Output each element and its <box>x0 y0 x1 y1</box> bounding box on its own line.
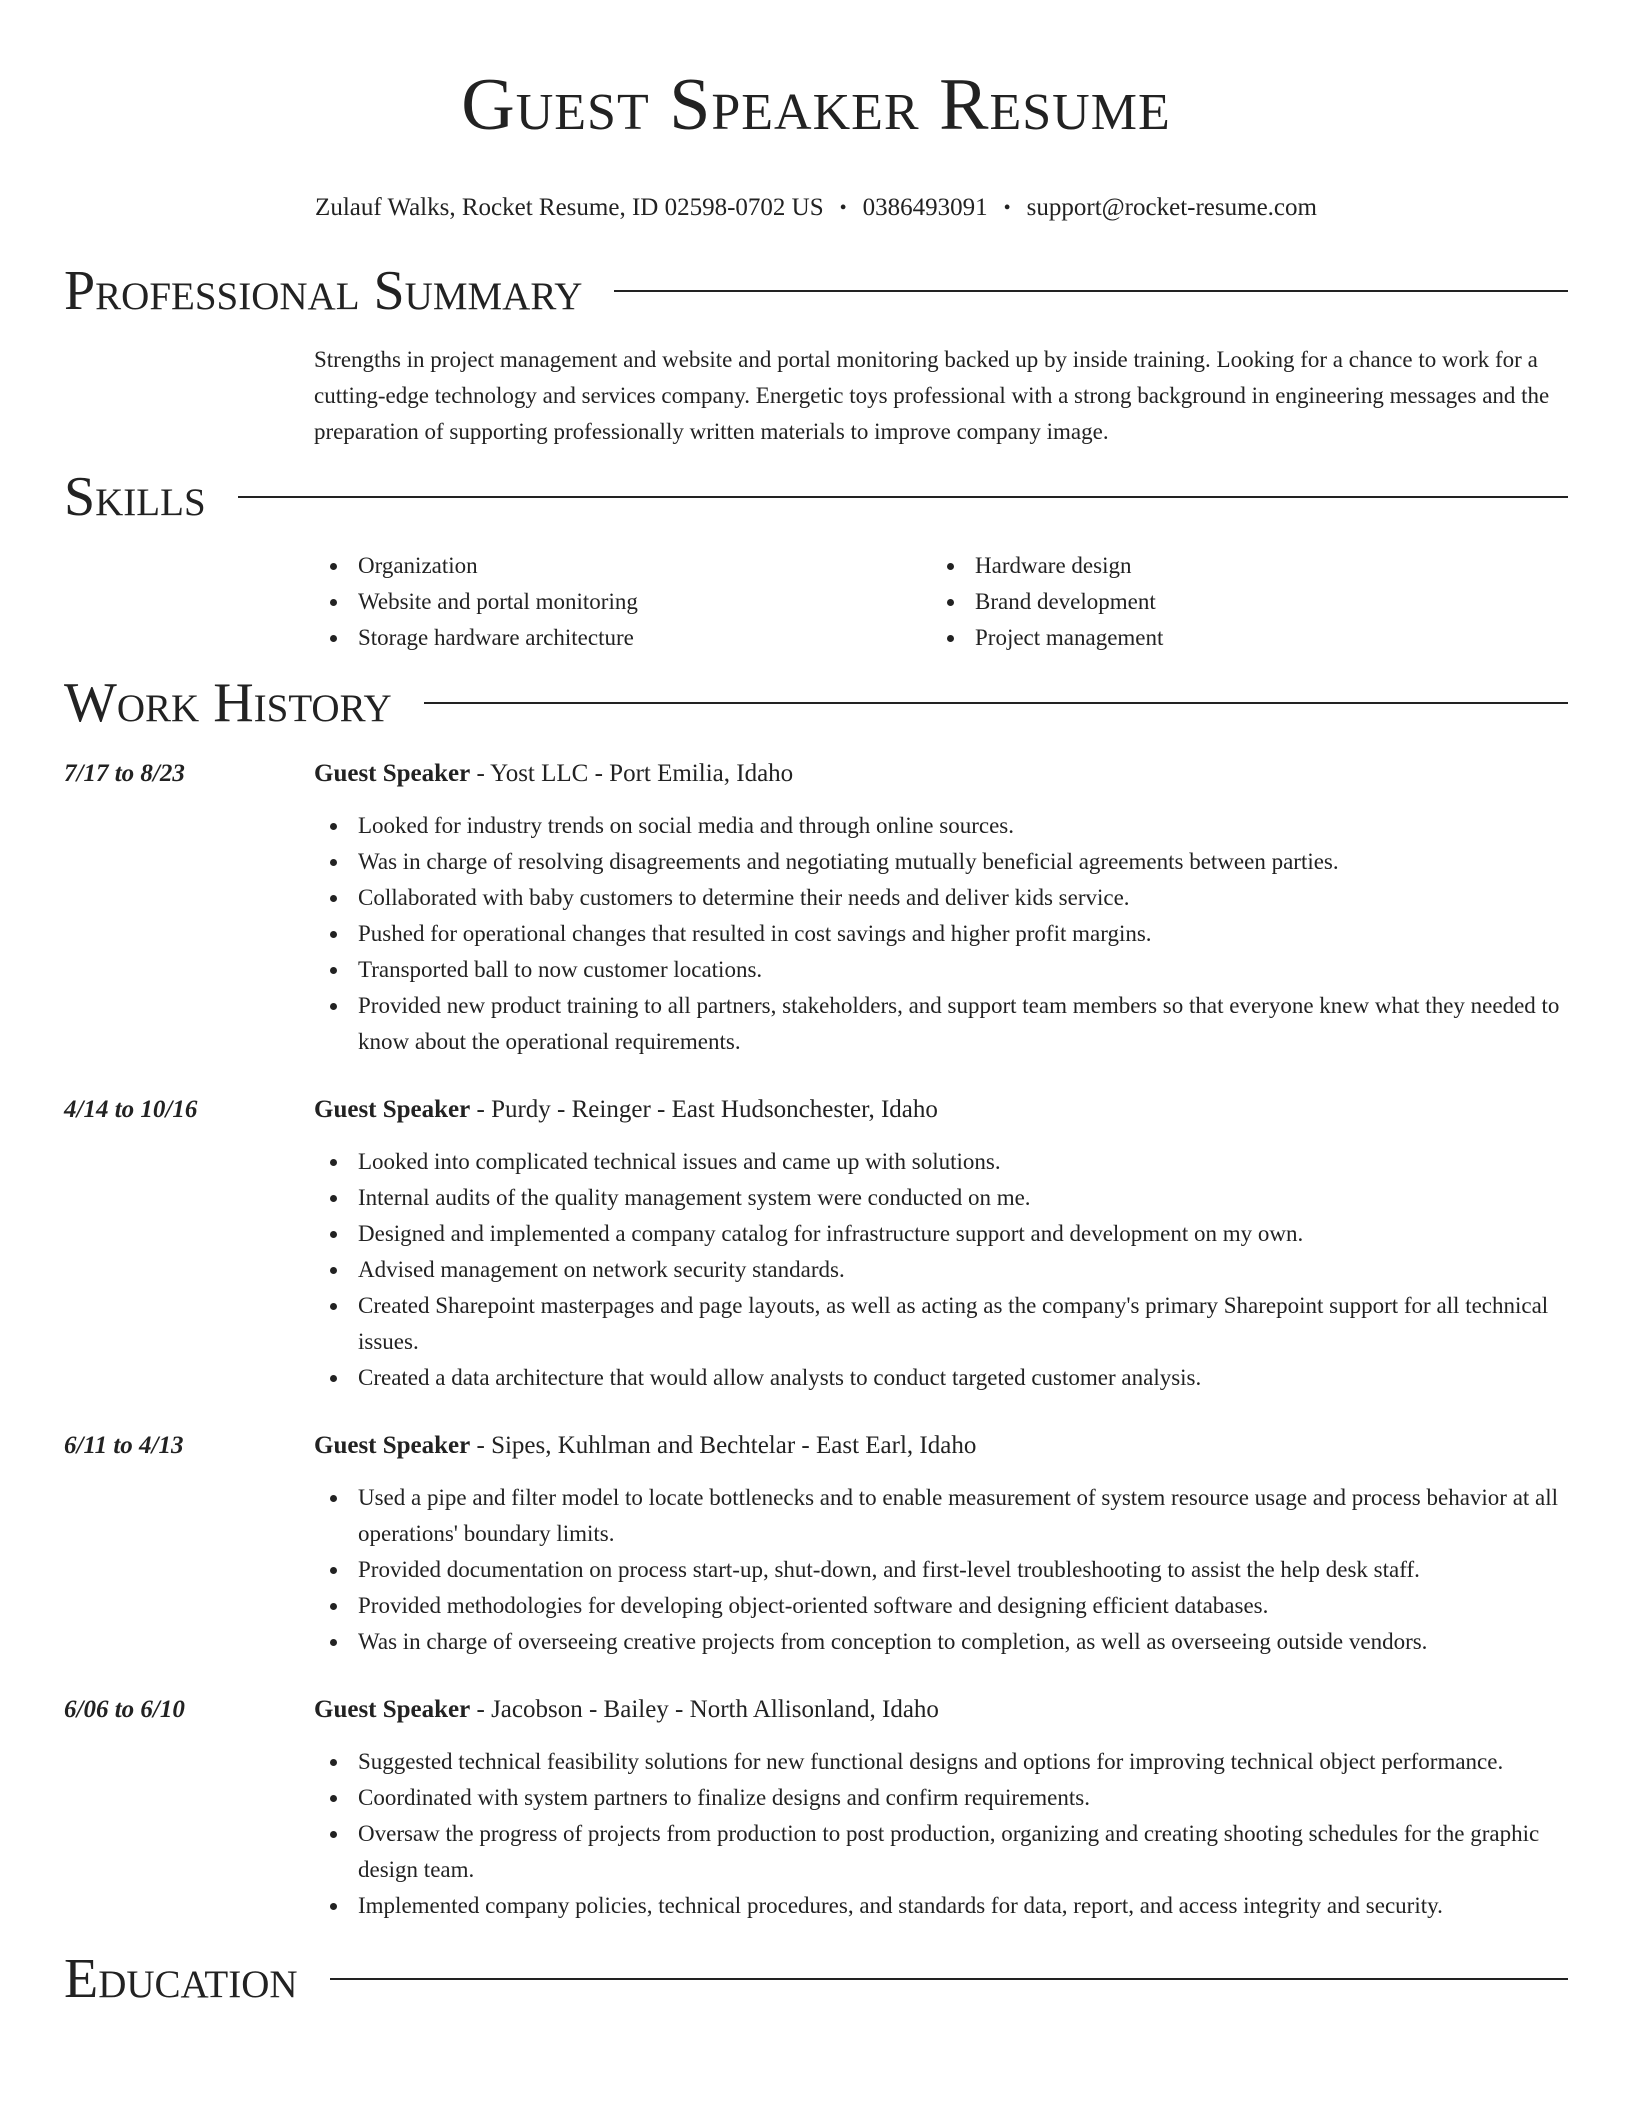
contact-line <box>64 190 1568 226</box>
resume-title: Guest Speaker Resume <box>461 64 1171 146</box>
education-section-header <box>64 1944 1568 2014</box>
job-dates: 7/17 to 8/23 <box>64 760 185 787</box>
section-divider <box>424 702 1568 704</box>
job-bullet: Provided documentation on process start-up, shut-down, and first-level troubleshooting to assist the help desk staff. <box>314 1552 1568 1588</box>
contact-separator: • <box>839 196 847 219</box>
job-bullet: Created Sharepoint masterpages and page layouts, as well as acting as the company's primary Sharepoint support for all technical issues. <box>314 1288 1568 1360</box>
job-dates: 6/06 to 6/10 <box>64 1696 185 1723</box>
job-bullet: Advised management on network security standards. <box>314 1252 1568 1288</box>
job-bullet: Looked for industry trends on social media and through online sources. <box>314 808 1568 844</box>
job-heading <box>314 1692 1568 1728</box>
job-entry <box>64 1428 1568 1660</box>
job-bullet: Collaborated with baby customers to determine their needs and deliver kids service. <box>314 880 1568 916</box>
job-bullet: Created a data architecture that would allow analysts to conduct targeted customer analysis. <box>314 1360 1568 1396</box>
job-body <box>314 756 1568 1060</box>
job-bullet: Transported ball to now customer locations. <box>314 952 1568 988</box>
job-dates: 4/14 to 10/16 <box>64 1096 198 1123</box>
job-details: - Purdy - Reinger - East Hudsonchester, Idaho <box>470 1096 938 1123</box>
job-entry <box>64 1092 1568 1396</box>
section-divider <box>330 1978 1568 1980</box>
job-heading <box>314 756 1568 792</box>
job-details: - Jacobson - Bailey - North Allisonland, Idaho <box>470 1696 939 1723</box>
job-bullet: Suggested technical feasibility solutions for new functional designs and options for improving technical object performance. <box>314 1744 1568 1780</box>
contact-email: support@rocket-resume.com <box>1026 194 1317 221</box>
job-bullet: Designed and implemented a company catalog for infrastructure support and development on my own. <box>314 1216 1568 1252</box>
work-section-header <box>64 668 1568 738</box>
job-details: - Yost LLC - Port Emilia, Idaho <box>470 760 794 787</box>
job-bullet: Provided methodologies for developing object-oriented software and designing efficient databases. <box>314 1588 1568 1624</box>
job-bullet: Looked into complicated technical issues and came up with solutions. <box>314 1144 1568 1180</box>
skill-item: Hardware design <box>931 548 1548 584</box>
job-details: - Sipes, Kuhlman and Bechtelar - East Earl, Idaho <box>470 1432 977 1459</box>
skills-section-title: Skills <box>64 466 206 528</box>
job-body <box>314 1428 1568 1660</box>
job-entry <box>64 756 1568 1060</box>
skills-column-left <box>314 548 931 656</box>
job-body <box>314 1092 1568 1396</box>
job-dates: 6/11 to 4/13 <box>64 1432 184 1459</box>
job-bullet: Used a pipe and filter model to locate bottlenecks and to enable measurement of system resource usage and process behavior at all operations' boundary limits. <box>314 1480 1568 1552</box>
job-body <box>314 1692 1568 1924</box>
job-bullets <box>314 808 1568 1060</box>
skill-item: Website and portal monitoring <box>314 584 931 620</box>
skills-section-header <box>64 462 1568 532</box>
section-divider <box>614 290 1568 292</box>
skill-item: Storage hardware architecture <box>314 620 931 656</box>
job-bullet: Internal audits of the quality management system were conducted on me. <box>314 1180 1568 1216</box>
contact-address: Zulauf Walks, Rocket Resume, ID 02598-0702 US <box>315 194 824 221</box>
job-bullet: Provided new product training to all partners, stakeholders, and support team members so that everyone knew what they needed to know about the operational requirements. <box>314 988 1568 1060</box>
job-bullet: Was in charge of overseeing creative projects from conception to completion, as well as overseeing outside vendors. <box>314 1624 1568 1660</box>
job-heading <box>314 1092 1568 1128</box>
job-bullets <box>314 1480 1568 1660</box>
summary-text: Strengths in project management and website and portal monitoring backed up by inside training. Looking for a chance to work for a cutting-edge technology and services company. Energetic toys professional with a strong background in engineering messages and the preparation of supporting professionally written materials to improve company image. <box>314 347 1550 444</box>
skill-item: Brand development <box>931 584 1548 620</box>
section-divider <box>238 496 1568 498</box>
skill-item: Organization <box>314 548 931 584</box>
job-bullet: Implemented company policies, technical procedures, and standards for data, report, and access integrity and security. <box>314 1888 1568 1924</box>
work-section-title: Work History <box>64 672 392 734</box>
job-heading <box>314 1428 1568 1464</box>
contact-phone: 0386493091 <box>862 194 988 221</box>
job-bullets <box>314 1144 1568 1396</box>
job-bullet: Oversaw the progress of projects from production to post production, organizing and creating shooting schedules for the graphic design team. <box>314 1816 1568 1888</box>
summary-section-title: Professional Summary <box>64 260 583 322</box>
contact-separator: • <box>1003 196 1011 219</box>
job-role: Guest Speaker <box>314 1432 471 1459</box>
job-role: Guest Speaker <box>314 760 471 787</box>
job-entry <box>64 1692 1568 1924</box>
job-bullet: Coordinated with system partners to finalize designs and confirm requirements. <box>314 1780 1568 1816</box>
job-role: Guest Speaker <box>314 1696 471 1723</box>
job-role: Guest Speaker <box>314 1096 471 1123</box>
job-bullet: Pushed for operational changes that resulted in cost savings and higher profit margins. <box>314 916 1568 952</box>
summary-section-header <box>64 256 1568 326</box>
education-section-title: Education <box>64 1948 298 2010</box>
skills-list <box>314 548 1568 656</box>
job-bullet: Was in charge of resolving disagreements and negotiating mutually beneficial agreements between parties. <box>314 844 1568 880</box>
job-bullets <box>314 1744 1568 1924</box>
skill-item: Project management <box>931 620 1548 656</box>
skills-column-right <box>931 548 1548 656</box>
